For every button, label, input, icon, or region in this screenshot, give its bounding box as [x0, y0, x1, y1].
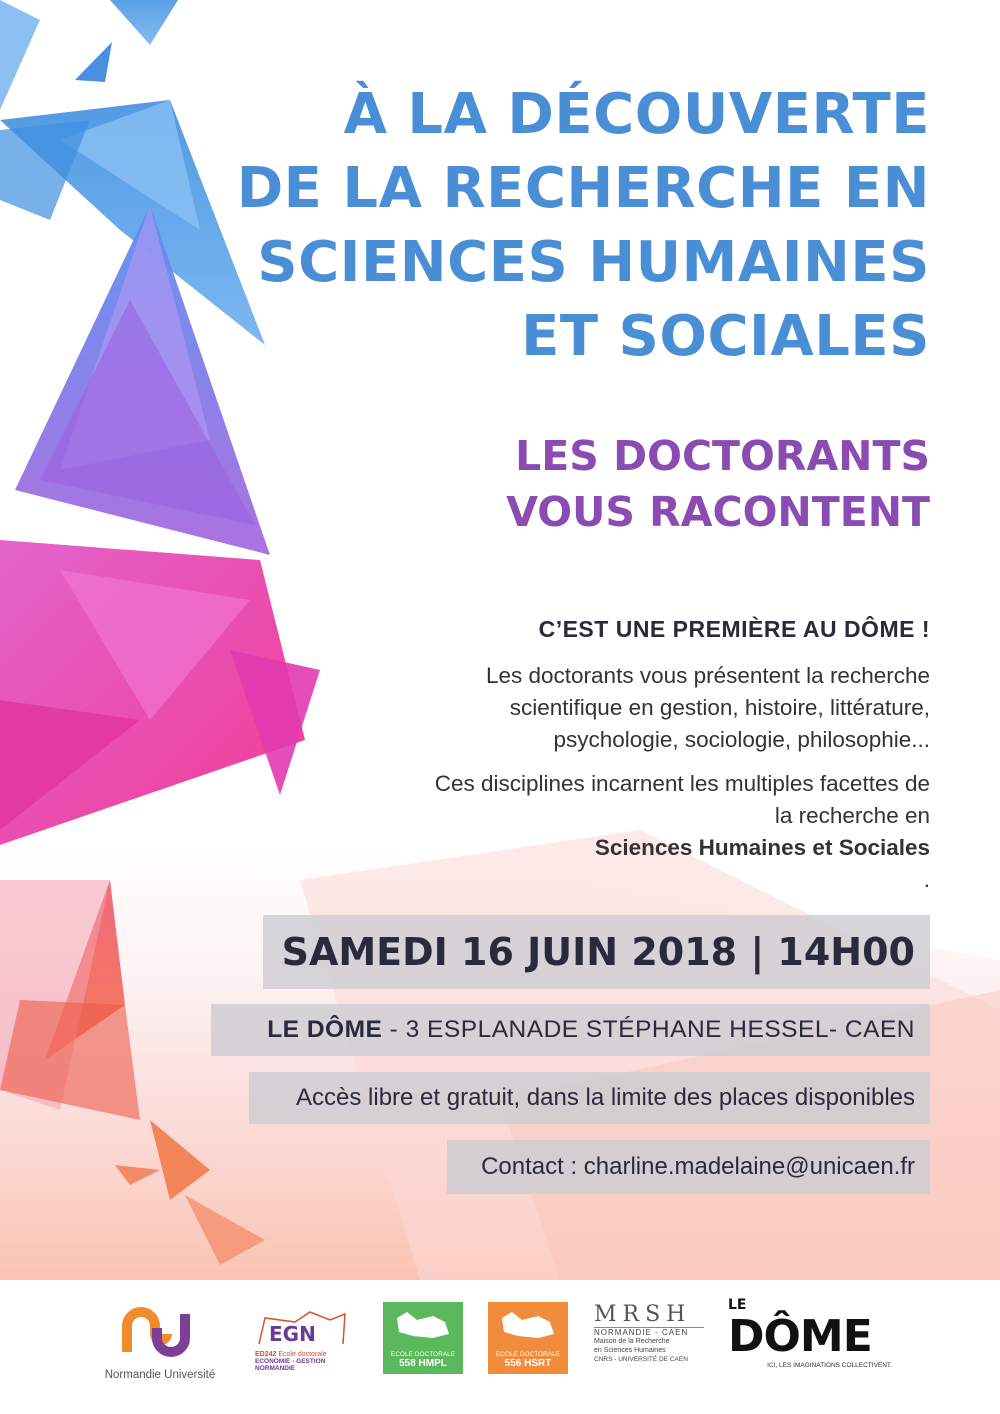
- paragraph-line: Les doctorants vous présentent la recherche: [485, 663, 930, 688]
- disciplines-paragraph: [435, 768, 930, 896]
- normandie-label: Normandie Université: [104, 1369, 216, 1381]
- le-dome-logo: [728, 1298, 898, 1388]
- event-access: Accès libre et gratuit, dans la limite des places disponibles: [249, 1072, 930, 1124]
- sciences-emphasis: Sciences Humaines et Sociales: [594, 835, 930, 860]
- paragraph-line: scientifique en gestion, histoire, littérature,: [509, 695, 930, 720]
- mrsh-logo: [594, 1302, 704, 1382]
- mrsh-line: CNRS - UNIVERSITÉ DE CAEN: [594, 1356, 688, 1363]
- egn-main: EGN: [269, 1322, 316, 1346]
- title-line: DE LA RECHERCHE EN: [236, 156, 930, 221]
- ed-556-hsrt-logo: [488, 1302, 568, 1374]
- normandy-map-icon: [488, 1302, 568, 1346]
- mrsh-line: en Sciences Humaines: [594, 1347, 666, 1354]
- normandie-universite-logo: [95, 1304, 225, 1384]
- title-line: ET SOCIALES: [521, 304, 930, 369]
- event-venue: [211, 1004, 930, 1056]
- poster-title: [237, 78, 930, 374]
- paragraph-line: Ces disciplines incarnent les multiples facettes de: [434, 771, 930, 796]
- intro-heading: C’EST UNE PREMIÈRE AU DÔME !: [538, 616, 930, 642]
- dome-le: LE: [728, 1297, 747, 1313]
- event-contact[interactable]: Contact : charline.madelaine@unicaen.fr: [447, 1140, 930, 1194]
- egn-label: Ecole doctorale: [278, 1351, 327, 1358]
- description-paragraph: [486, 660, 930, 756]
- venue-address: - 3 ESPLANADE STÉPHANE HESSEL- CAEN: [382, 1016, 915, 1043]
- partner-logos: [0, 1280, 1000, 1414]
- dome-tagline: ICI, LES IMAGINATIONS COLLECTIVENT.: [767, 1362, 892, 1369]
- mrsh-main: MRSH: [594, 1302, 692, 1327]
- paragraph-prefix: la recherche en: [774, 803, 930, 828]
- ed-558-hmpl-logo: [383, 1302, 463, 1374]
- paragraph-line: [435, 800, 930, 896]
- poster-subtitle: [506, 428, 930, 540]
- egn-logo: [255, 1308, 350, 1378]
- venue-name: LE DÔME: [267, 1016, 383, 1043]
- hsrt-label: ECOLE DOCTORALE: [495, 1351, 561, 1358]
- subtitle-line: VOUS RACONTENT: [506, 488, 930, 536]
- mrsh-line: NORMANDIE - CAEN: [594, 1327, 704, 1337]
- paragraph-suffix: .: [923, 867, 930, 892]
- normandy-map-icon: [383, 1302, 463, 1346]
- subtitle-line: LES DOCTORANTS: [515, 432, 930, 480]
- title-line: SCIENCES HUMAINES: [257, 230, 930, 295]
- hsrt-code: 556 HSRT: [504, 1358, 552, 1369]
- hmpl-label: ECOLE DOCTORALE: [390, 1351, 456, 1358]
- dome-main: DÔME: [728, 1311, 872, 1362]
- mrsh-line: Maison de la Recherche: [594, 1338, 670, 1345]
- normandie-mark-icon: [95, 1304, 225, 1360]
- paragraph-line: psychologie, sociologie, philosophie...: [553, 727, 930, 752]
- event-datetime: SAMEDI 16 JUIN 2018 | 14H00: [263, 915, 930, 989]
- egn-sub: ECONOMIE - GESTION NORMANDIE: [255, 1358, 326, 1372]
- hmpl-code: 558 HMPL: [399, 1358, 447, 1369]
- egn-code: ED242: [255, 1351, 277, 1358]
- title-line: À LA DÉCOUVERTE: [343, 82, 930, 147]
